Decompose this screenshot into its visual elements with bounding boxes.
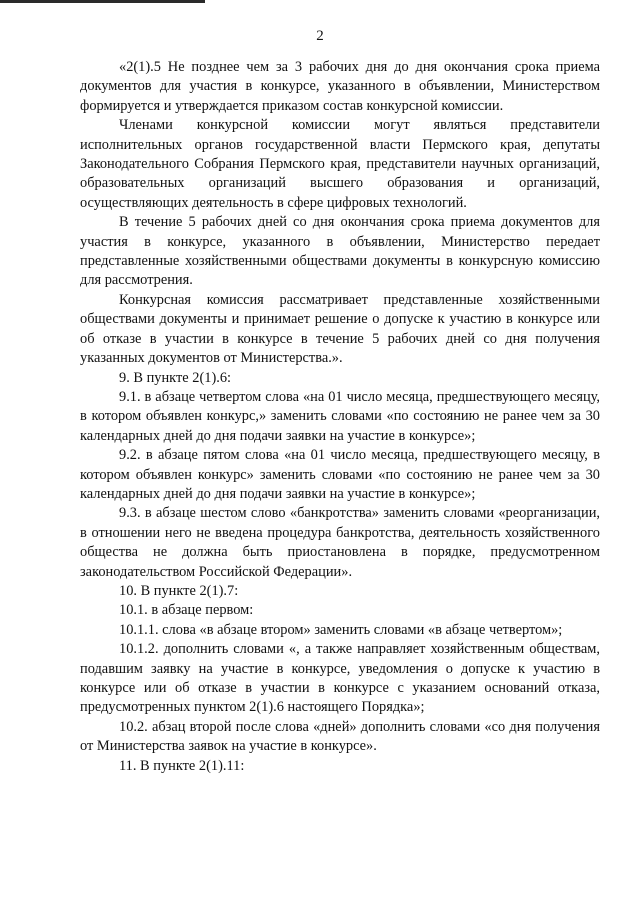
paragraph-item-9: 9. В пункте 2(1).6: — [119, 369, 232, 386]
paragraph-item-10: 10. В пункте 2(1).7: — [119, 582, 239, 599]
document-body — [80, 58, 600, 776]
paragraph-documents-transfer: В течение 5 рабочих дней со дня окончания срока приема документов для участия в конкурсе, указанного в объявлении, Министерство передает представленные хозяйственными обществами документы в конкурсную комиссию для рассмотрения. — [80, 214, 600, 289]
paragraph-item-10-2: 10.2. абзац второй после слова «дней» дополнить словами «со дня получения от Министерства заявок на участие в конкурсе». — [80, 718, 600, 755]
paragraph-commission-decision: Конкурсная комиссия рассматривает представленные хозяйственными обществами документы и принимает решение о допуске к участию в конкурсе или об отказе в участии в конкурсе в течение 5 рабочих дней со дня получения указанных документов от Министерства.». — [80, 291, 600, 367]
paragraph-item-9-1: 9.1. в абзаце четвертом слова «на 01 число месяца, предшествующего месяцу, в котором объявлен конкурс,» заменить словами «по состоянию не ранее чем за 30 календарных дней до дня подачи заявки на участие в конкурсе»; — [80, 388, 600, 444]
paragraph-2-1-5: «2(1).5 Не позднее чем за 3 рабочих дня до дня окончания срока приема документов для участия в конкурсе, указанного в объявлении, Министерством формируется и утверждается приказом состав конкурсной комиссии. — [80, 59, 600, 114]
paragraph-item-10-1: 10.1. в абзаце первом: — [119, 602, 254, 619]
paragraph-item-9-2: 9.2. в абзаце пятом слова «на 01 число месяца, предшествующего месяцу, в котором объявлен конкурс» заменить словами «по состоянию не ранее чем за 30 календарных дней до дня подачи заявки на участие в конкурсе»; — [80, 447, 600, 502]
paragraph-item-11: 11. В пункте 2(1).11: — [119, 757, 245, 774]
page-number: 2 — [316, 28, 324, 44]
paragraph-item-10-1-1: 10.1.1. слова «в абзаце втором» заменить словами «в абзаце четвертом»; — [119, 621, 563, 638]
paragraph-commission-members: Членами конкурсной комиссии могут являться представители исполнительных органов государственной власти Пермского края, депутаты Законодательного Собрания Пермского края, представители научных организаций, образовательных организаций высшего образования и организаций, осуществляющих деятельность в сфере цифровых технологий. — [80, 117, 600, 211]
header-rule — [0, 0, 205, 3]
paragraph-item-10-1-2: 10.1.2. дополнить словами «, а также направляет хозяйственным обществам, подавшим заявку на участие в конкурсе, уведомления о допуске к участию в конкурсе или об отказе в участии в конкурсе с указанием оснований отказа, предусмотренных пунктом 2(1).6 настоящего Порядка»; — [80, 641, 600, 716]
paragraph-item-9-3: 9.3. в абзаце шестом слово «банкротства» заменить словами «реорганизации, в отношении него не введена процедура банкротства, деятельность хозяйственного общества не должна быть приостановлена в порядке, предусмотренном законодательством Российской Федерации». — [80, 505, 600, 580]
